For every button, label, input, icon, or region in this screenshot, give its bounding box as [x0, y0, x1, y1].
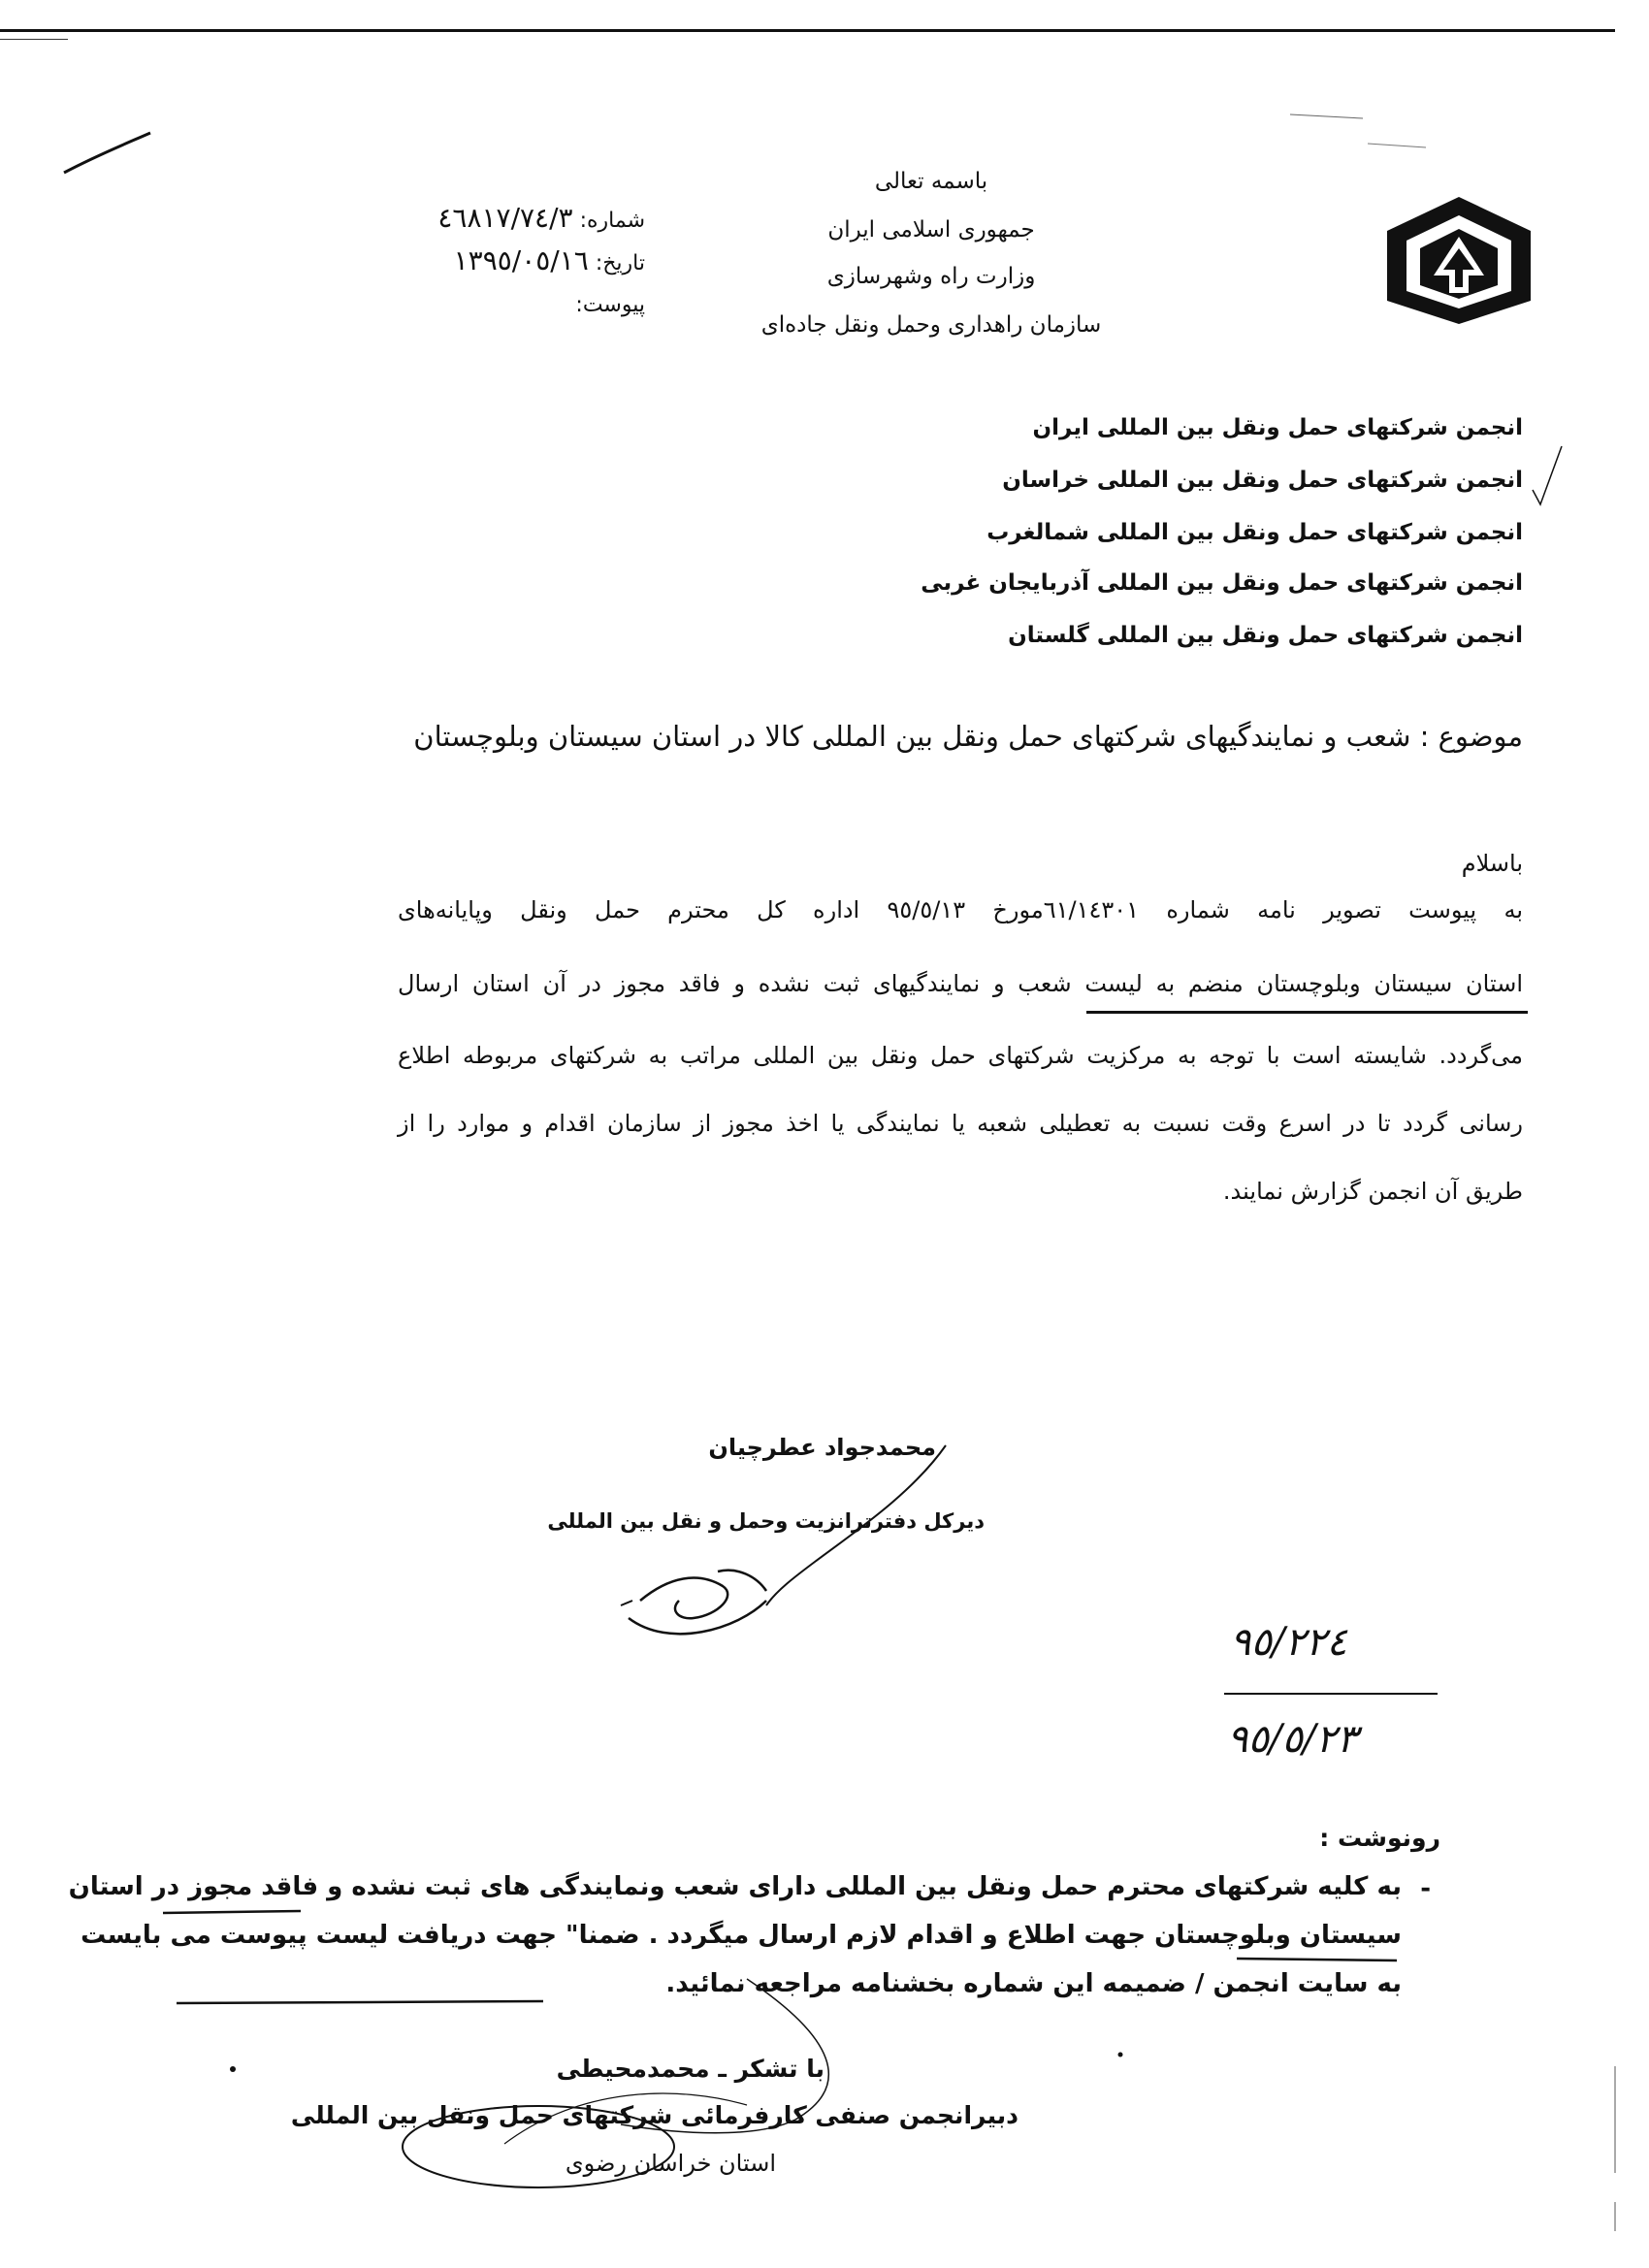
header-basmala: باسمه تعالی	[874, 169, 988, 194]
greeting: باسلام	[1461, 850, 1523, 877]
handwritten-ref-number: ٩٥/٢٢٤	[1230, 1620, 1347, 1665]
body-line: به پیوست تصویر نامه شماره ٦١/١٤٣٠١مورخ ٩٥/٥/١٣ اداره کل محترم حمل ونقل وپایانه‌های	[398, 896, 1523, 923]
cc-bullet: -	[1420, 1874, 1431, 1903]
body-line: طریق آن انجمن گزارش نمایند.	[1222, 1178, 1523, 1205]
number-value: ٤٦٨١٧/٧٤/٣	[437, 202, 573, 234]
recipient-line: انجمن شرکتهای حمل ونقل بین المللی شمالغرب	[986, 520, 1523, 545]
cc-line: به سایت انجمن / ضمیمه این شماره بخشنامه مراجعه نمائید.	[665, 1969, 1402, 1998]
signatory-name: محمدجواد عطرچیان	[708, 1434, 936, 1461]
signatory-title: دیرکل دفترترانزیت وحمل و نقل بین المللی	[547, 1509, 985, 1533]
cc-label: رونوشت :	[1319, 1824, 1440, 1852]
recipient-line: انجمن شرکتهای حمل ونقل بین المللی گلستان	[1008, 623, 1523, 648]
date-label: تاریخ:	[595, 251, 645, 275]
body-line: می‌گردد. شایسته است با توجه به مرکزیت شرکتهای حمل ونقل بین المللی مراتب به شرکتهای مربوطه اطلاع	[398, 1042, 1523, 1069]
recipient-line: انجمن شرکتهای حمل ونقل بین المللی خراسان	[1002, 468, 1523, 493]
header-organization: سازمان راهداری وحمل ونقل جاده‌ای	[760, 312, 1102, 338]
date-value: ١٣٩٥/٠٥/١٦	[453, 244, 589, 276]
body-line: رسانی گردد تا در اسرع وقت نسبت به تعطیلی شعبه یا نمایندگی یا اخذ مجوز از سازمان اقدام و موارد را از	[398, 1110, 1523, 1137]
cc-line: به کلیه شرکتهای محترم حمل ونقل بین المللی دارای شعب ونمایندگی های ثبت نشده و فاقد مجوز در استان	[68, 1872, 1402, 1901]
recipient-line: انجمن شرکتهای حمل ونقل بین المللی آذربایجان غربی	[921, 570, 1523, 596]
cc-province: استان خراسان رضوی	[565, 2150, 776, 2177]
subject-line: موضوع : شعب و نمایندگیهای شرکتهای حمل ونقل بین المللی کالا در استان سیستان وبلوچستان	[413, 720, 1523, 753]
attachment-label: پیوست:	[575, 293, 645, 317]
number-label: شماره:	[579, 209, 645, 233]
header-ministry: وزارت راه وشهرسازی	[826, 264, 1036, 289]
cc-thanks: با تشکر ـ محمدمحیطی	[556, 2055, 824, 2083]
body-line: استان سیستان وبلوچستان منضم به لیست شعب و نمایندگیهای ثبت نشده و فاقد مجوز در آن استان ارسال	[398, 970, 1523, 997]
handwritten-ref-date: ٩٥/٥/٢٣	[1227, 1717, 1358, 1762]
recipient-line: انجمن شرکتهای حمل ونقل بین المللی ایران	[1032, 415, 1523, 440]
cc-association-title: دبیرانجمن صنفی کارفرمائی شرکتهای حمل ونقل بین المللی	[290, 2101, 1018, 2129]
cc-line: سیستان وبلوچستان جهت اطلاع و اقدام لازم ارسال میگردد . ضمنا" جهت دریافت لیست پیوست می بایست	[81, 1921, 1402, 1950]
header-country: جمهوری اسلامی ایران	[827, 217, 1035, 243]
